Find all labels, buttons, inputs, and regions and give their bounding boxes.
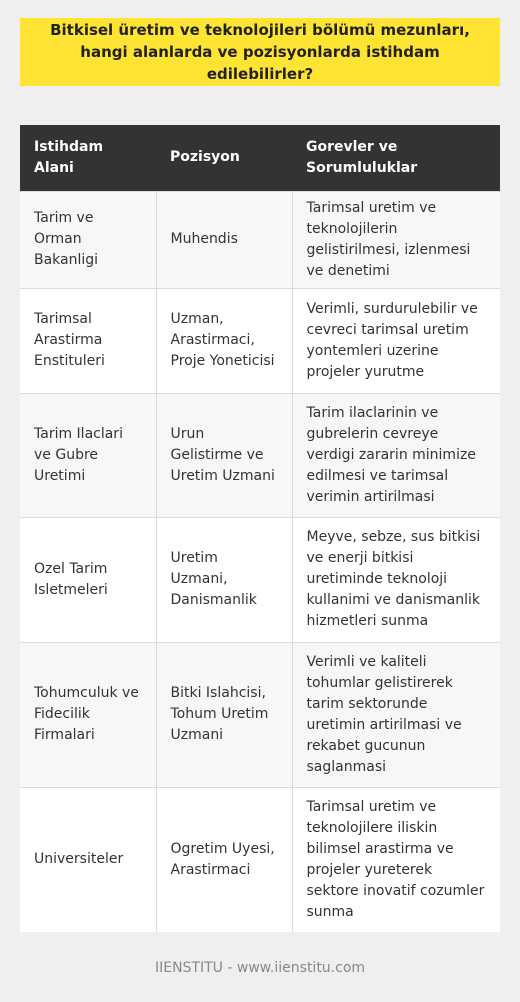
page-title: Bitkisel üretim ve teknolojileri bölümü mezunları, hangi alanlarda ve pozisyonlarda istihdam edilebilirler? <box>50 21 470 83</box>
cell-pozisyon: Uzman, Arastirmaci, Proje Yoneticisi <box>156 288 292 393</box>
cell-gorevler: Verimli, surdurulebilir ve cevreci tarimsal uretim yontemleri uzerine projeler yurutme <box>292 288 500 393</box>
cell-gorevler: Tarim ilaclarinin ve gubrelerin cevreye verdigi zararin minimize edilmesi ve tarimsal verimin artirilmasi <box>292 393 500 517</box>
table-row <box>20 288 500 393</box>
table-row <box>20 191 500 288</box>
cell-pozisyon: Muhendis <box>156 191 292 288</box>
employment-table <box>20 125 500 932</box>
cell-istihdam-alani: Ozel Tarim Isletmeleri <box>20 517 156 642</box>
table-row <box>20 393 500 517</box>
cell-istihdam-alani: Tohumculuk ve Fidecilik Firmalari <box>20 642 156 787</box>
header-gorevler: Gorevler ve Sorumluluklar <box>306 138 418 176</box>
cell-gorevler: Tarimsal uretim ve teknolojilere iliskin bilimsel arastirma ve projeler yureterek sektore inovatif cozumler sunma <box>292 787 500 932</box>
header-pozisyon: Pozisyon <box>170 149 240 166</box>
table-header-row <box>20 125 500 191</box>
table-row <box>20 787 500 932</box>
cell-pozisyon: Bitki Islahcisi, Tohum Uretim Uzmani <box>156 642 292 787</box>
cell-pozisyon: Uretim Uzmani, Danismanlik <box>156 517 292 642</box>
footer-credit: IIENSTITU - www.iienstitu.com <box>154 960 366 976</box>
cell-istihdam-alani: Tarim Ilaclari ve Gubre Uretimi <box>20 393 156 517</box>
cell-pozisyon: Ogretim Uyesi, Arastirmaci <box>156 787 292 932</box>
header-istihdam-alani: Istihdam Alani <box>34 138 104 176</box>
table-row <box>20 517 500 642</box>
table-row <box>20 642 500 787</box>
cell-istihdam-alani: Tarimsal Arastirma Enstituleri <box>20 288 156 393</box>
title-banner <box>20 18 500 86</box>
cell-istihdam-alani: Tarim ve Orman Bakanligi <box>20 191 156 288</box>
cell-gorevler: Verimli ve kaliteli tohumlar gelistirerek tarim sektorunde uretimin artirilmasi ve rekabet gucunun saglanmasi <box>292 642 500 787</box>
cell-gorevler: Tarimsal uretim ve teknolojilerin gelistirilmesi, izlenmesi ve denetimi <box>292 191 500 288</box>
cell-pozisyon: Urun Gelistirme ve Uretim Uzmani <box>156 393 292 517</box>
cell-istihdam-alani: Universiteler <box>20 787 156 932</box>
cell-gorevler: Meyve, sebze, sus bitkisi ve enerji bitkisi uretiminde teknoloji kullanimi ve danismanlik hizmetleri sunma <box>292 517 500 642</box>
